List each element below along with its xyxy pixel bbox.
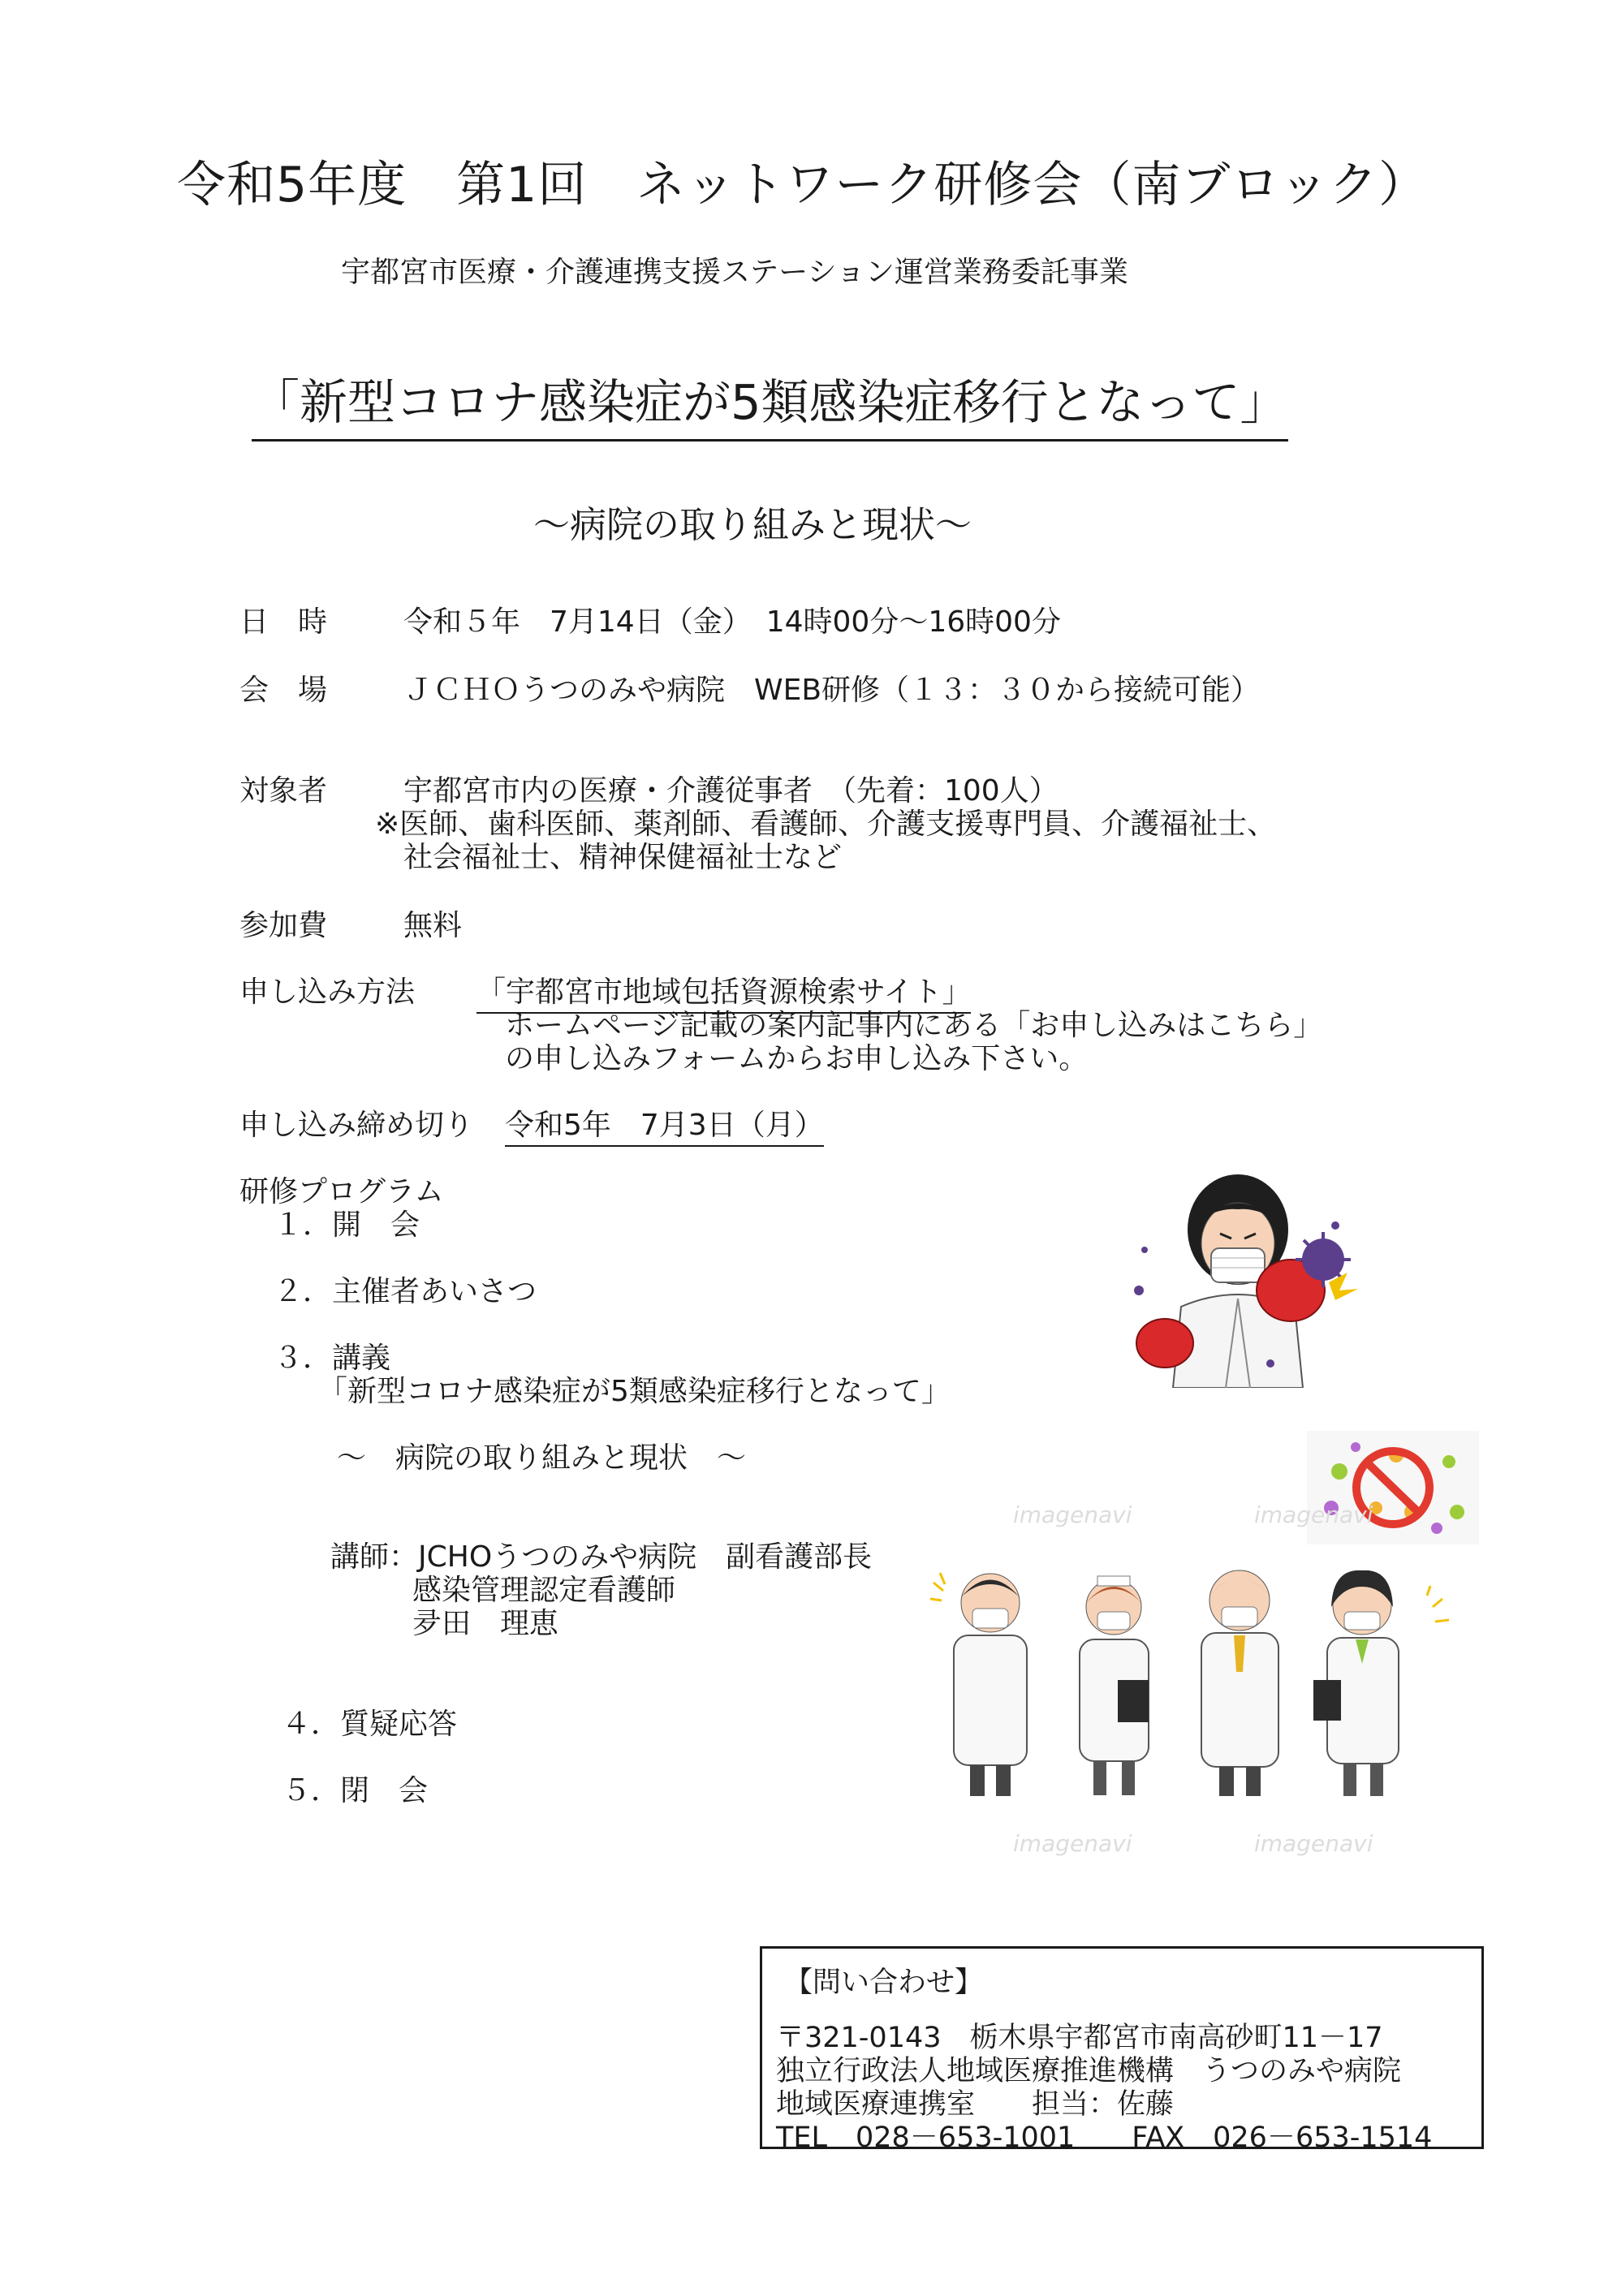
program-heading: 研修プログラム	[239, 1175, 444, 1208]
program-item-2: ２．主催者あいさつ	[274, 1275, 537, 1308]
lecture-subtitle: ～ 病院の取り組みと現状 ～	[337, 1441, 747, 1475]
venue-value: ＪＣＨＯうつのみや病院 WEB研修（１３：３０から接続可能）	[403, 674, 1261, 707]
contact-phone-fax: TEL 028－653-1001 FAX 026－653-1514	[776, 2122, 1433, 2154]
contact-heading: 【問い合わせ】	[784, 1966, 984, 1999]
program-item-3: ３．講義	[274, 1342, 391, 1375]
watermark-text: imagenavi	[1013, 1830, 1132, 1857]
contact-department: 地域医療連携室 担当：佐藤	[776, 2088, 1175, 2121]
apply-label: 申し込み方法	[239, 976, 416, 1009]
lecturer-line-1: 講師：JCHOうつのみや病院 副看護部長	[330, 1540, 873, 1574]
date-value: 令和５年 7月14日（金） 14時00分～16時00分	[403, 605, 1061, 639]
venue-label: 会 場	[239, 674, 328, 707]
target-note-line1: ※医師、歯科医師、薬剤師、看護師、介護支援専門員、介護福祉士、	[375, 808, 1277, 841]
page-subtitle: 宇都宮市医療・介護連携支援ステーション運営業務委託事業	[341, 256, 1128, 289]
watermark-text: imagenavi	[1254, 1830, 1373, 1857]
lecturer-line-2: 感染管理認定看護師	[412, 1574, 676, 1607]
deadline-label: 申し込み締め切り	[239, 1109, 474, 1142]
watermark-text: imagenavi	[1013, 1501, 1132, 1528]
contact-box	[760, 1946, 1484, 2154]
apply-site-link[interactable]: 「宇都宮市地域包括資源検索サイト」	[476, 969, 971, 1014]
doctor-boxing-virus-icon	[1116, 1169, 1360, 1388]
program-item-5: ５．閉 会	[282, 1774, 429, 1807]
apply-line2: ホームページ記載の案内記事内にある「お申し込みはこちら」	[505, 1009, 1323, 1042]
watermark-text: imagenavi	[1254, 1501, 1373, 1528]
date-label: 日 時	[239, 605, 328, 639]
deadline-value: 令和5年 7月3日（月）	[505, 1102, 824, 1147]
target-label: 対象者	[239, 774, 328, 808]
target-value: 宇都宮市内の医療・介護従事者 （先着：100人）	[403, 774, 1059, 808]
medical-staff-group-icon	[925, 1558, 1457, 1802]
topic-title: 「新型コロナ感染症が5類感染症移行となって」	[252, 364, 1288, 442]
contact-address: 〒321-0143 栃木県宇都宮市南高砂町11－17	[776, 2022, 1383, 2054]
lecture-title: 「新型コロナ感染症が5類感染症移行となって」	[318, 1375, 951, 1408]
target-note-line2: 社会福祉士、精神保健福祉士など	[403, 841, 843, 874]
program-item-4: ４．質疑応答	[282, 1708, 458, 1741]
fee-label: 参加費	[239, 909, 328, 942]
page-title: 令和5年度 第1回 ネットワーク研修会（南ブロック）	[177, 157, 1429, 213]
topic-subtitle: ～病院の取り組みと現状～	[533, 503, 972, 546]
lecturer-line-3: 夛田 理恵	[412, 1607, 559, 1640]
apply-line3: の申し込みフォームからお申し込み下さい。	[505, 1042, 1089, 1075]
fee-value: 無料	[403, 909, 463, 942]
contact-organization: 独立行政法人地域医療推進機構 うつのみや病院	[776, 2055, 1402, 2087]
program-item-1: １．開 会	[274, 1208, 420, 1242]
